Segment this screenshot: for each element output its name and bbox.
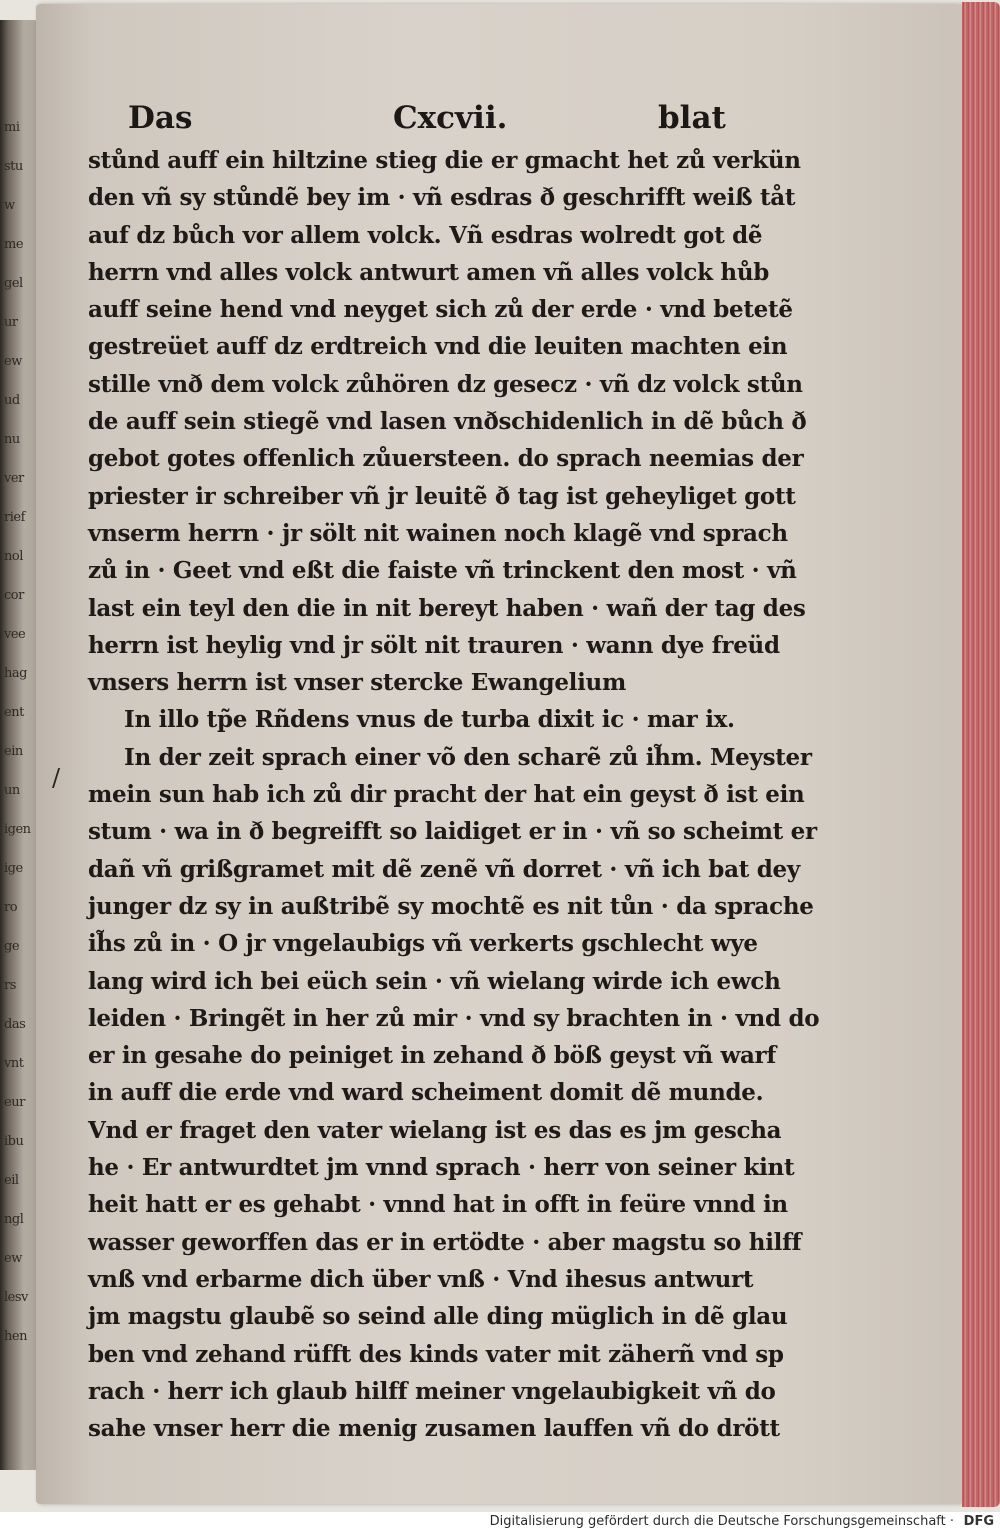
text-line: stum · wa in ð begreifft so laidiget er in · vñ so scheimt er	[88, 818, 817, 846]
left-page-fragment: ro	[4, 900, 18, 915]
left-page-fragment: ver	[4, 471, 24, 486]
text-line: Vnd er fraget den vater wielang ist es das es jm gescha	[88, 1116, 782, 1144]
text-line: stille vnð dem volck zůhören dz gesecz · vñ dz volck stůn	[88, 370, 803, 398]
left-page-fragment: nu	[4, 432, 20, 447]
left-page-fragment: hen	[4, 1329, 27, 1344]
text-line: ih̃s zů in · O jr vngelaubigs vñ verkerts gschlecht wye	[88, 930, 758, 958]
left-page-fragment: cor	[4, 588, 24, 603]
text-line: heit hatt er es gehabt · vnnd hat in offt in feüre vnnd in	[88, 1191, 788, 1219]
text-line: herrn ist heylig vnd jr sölt nit trauren · wann dye freüd	[88, 631, 780, 659]
left-page-fragment: ibu	[4, 1134, 24, 1149]
left-page-fragment: eil	[4, 1173, 19, 1188]
left-page-fragment: igen	[4, 822, 31, 837]
left-page-fragment: hag	[4, 666, 27, 681]
text-line: he · Er antwurdtet jm vnnd sprach · herr von seiner kint	[88, 1154, 795, 1182]
text-line: gestreüet auff dz erdtreich vnd die leuiten machten ein	[88, 333, 788, 361]
text-line: ben vnd zehand rüfft des kinds vater mit zäherñ vnd sp	[88, 1340, 784, 1368]
dfg-logo-icon: DFG	[963, 1514, 994, 1529]
text-line: sahe vnser herr die menig zusamen lauffen vñ do drött	[88, 1415, 780, 1443]
text-line: gebot gotes offenlich zůuersteen. do sprach neemias der	[88, 445, 804, 473]
text-line: er in gesahe do peiniget in zehand ð böß geyst vñ warf	[88, 1042, 776, 1070]
left-page-fragment: das	[4, 1017, 26, 1032]
text-line: stůnd auff ein hiltzine stieg die er gmacht het zů verkün	[88, 147, 801, 174]
text-line: vnß vnd erbarme dich über vnß · Vnd ihesus antwurt	[88, 1265, 754, 1293]
text-block	[88, 142, 820, 1447]
text-line: last ein teyl den die in nit bereyt haben · wañ der tag des	[88, 594, 806, 622]
left-page-fragment: me	[4, 237, 24, 252]
left-page-fragment: ew	[4, 354, 22, 369]
left-page-fragment: mi	[4, 120, 20, 135]
left-page-fragment: vnt	[4, 1056, 24, 1071]
text-line: dañ vñ grißgramet mit dẽ zenẽ vñ dorret · vñ ich bat dey	[88, 855, 800, 883]
text-line: zů in · Geet vnd eßt die faiste vñ trinckent den most · vñ	[88, 557, 797, 585]
left-page-fragment: ge	[4, 939, 20, 954]
text-line: vnsers herrn ist vnser stercke Ewangelium	[88, 669, 626, 697]
left-page-fragment: ent	[4, 705, 24, 720]
text-line: de auff sein stiegẽ vnd lasen vnðschidenlich in dẽ bůch ð	[88, 408, 807, 436]
text-line: vnserm herrn · jr sölt nit wainen noch klagẽ vnd sprach	[88, 519, 788, 547]
left-page-fragment: un	[4, 783, 20, 798]
left-page-fragment: ngl	[4, 1212, 24, 1227]
text-line: den vñ sy stůndẽ bey im · vñ esdras ð geschrifft weiß tåt	[88, 184, 796, 212]
text-line: wasser geworffen das er in ertödte · aber magstu so hilff	[88, 1228, 802, 1256]
text-line: jm magstu glaubẽ so seind alle ding müglich in dẽ glau	[88, 1303, 788, 1331]
text-line: mein sun hab ich zů dir pracht der hat ein geyst ð ist ein	[88, 781, 805, 809]
page-edge-stack	[962, 2, 1000, 1507]
left-page-edge	[0, 20, 40, 1470]
running-head	[128, 100, 768, 148]
left-page-fragment: rs	[4, 978, 16, 993]
left-page-fragment: ein	[4, 744, 23, 759]
text-line: auf dz bůch vor allem volck. Vñ esdras wolredt got dẽ	[88, 221, 763, 249]
text-line: priester ir schreiber vñ jr leuitẽ ð tag ist geheyliget gott	[88, 482, 796, 510]
folio-number: Cxcvii.	[393, 100, 508, 136]
text-line: In der zeit sprach einer võ den scharẽ zů ih̃m. Meyster	[124, 743, 812, 771]
text-line: leiden · Bringẽt in her zů mir · vnd sy brachten in · vnd do	[88, 1004, 820, 1032]
footer-credit: Digitalisierung gefördert durch die Deutsche Forschungsgemeinschaft ·	[489, 1514, 954, 1529]
left-page-fragment: w	[4, 198, 15, 213]
left-page-fragment: ud	[4, 393, 20, 408]
left-page-fragment: ew	[4, 1251, 22, 1266]
text-line: auff seine hend vnd neyget sich zů der erde · vnd betetẽ	[88, 296, 793, 324]
text-line: In illo tp̃e Rñdens vnus de turba dixit ic · mar ix.	[124, 706, 735, 734]
left-page-fragment: rief	[4, 510, 25, 525]
left-page-fragment: vee	[4, 627, 26, 642]
left-page-fragment: stu	[4, 159, 23, 174]
running-head-right: blat	[658, 100, 726, 136]
text-line: junger dz sy in außtribẽ sy mochtẽ es nit tůn · da sprache	[88, 892, 814, 920]
left-page-fragment: ige	[4, 861, 23, 876]
text-line: lang wird ich bei eüch sein · vñ wielang wirde ich ewch	[88, 967, 781, 995]
left-page-fragment: gel	[4, 276, 23, 291]
running-head-left: Das	[128, 100, 193, 136]
text-line: in auff die erde vnd ward scheiment domit dẽ munde.	[88, 1079, 764, 1107]
text-line: rach · herr ich glaub hilff meiner vngelaubigkeit vñ do	[88, 1377, 776, 1405]
left-page-fragment: lesv	[4, 1290, 28, 1305]
left-page-fragment: ur	[4, 315, 18, 330]
left-page-fragment: eur	[4, 1095, 25, 1110]
left-page-fragment: nol	[4, 549, 23, 564]
text-line: herrn vnd alles volck antwurt amen vñ alles volck hůb	[88, 258, 770, 286]
marginal-mark: /	[52, 764, 61, 792]
